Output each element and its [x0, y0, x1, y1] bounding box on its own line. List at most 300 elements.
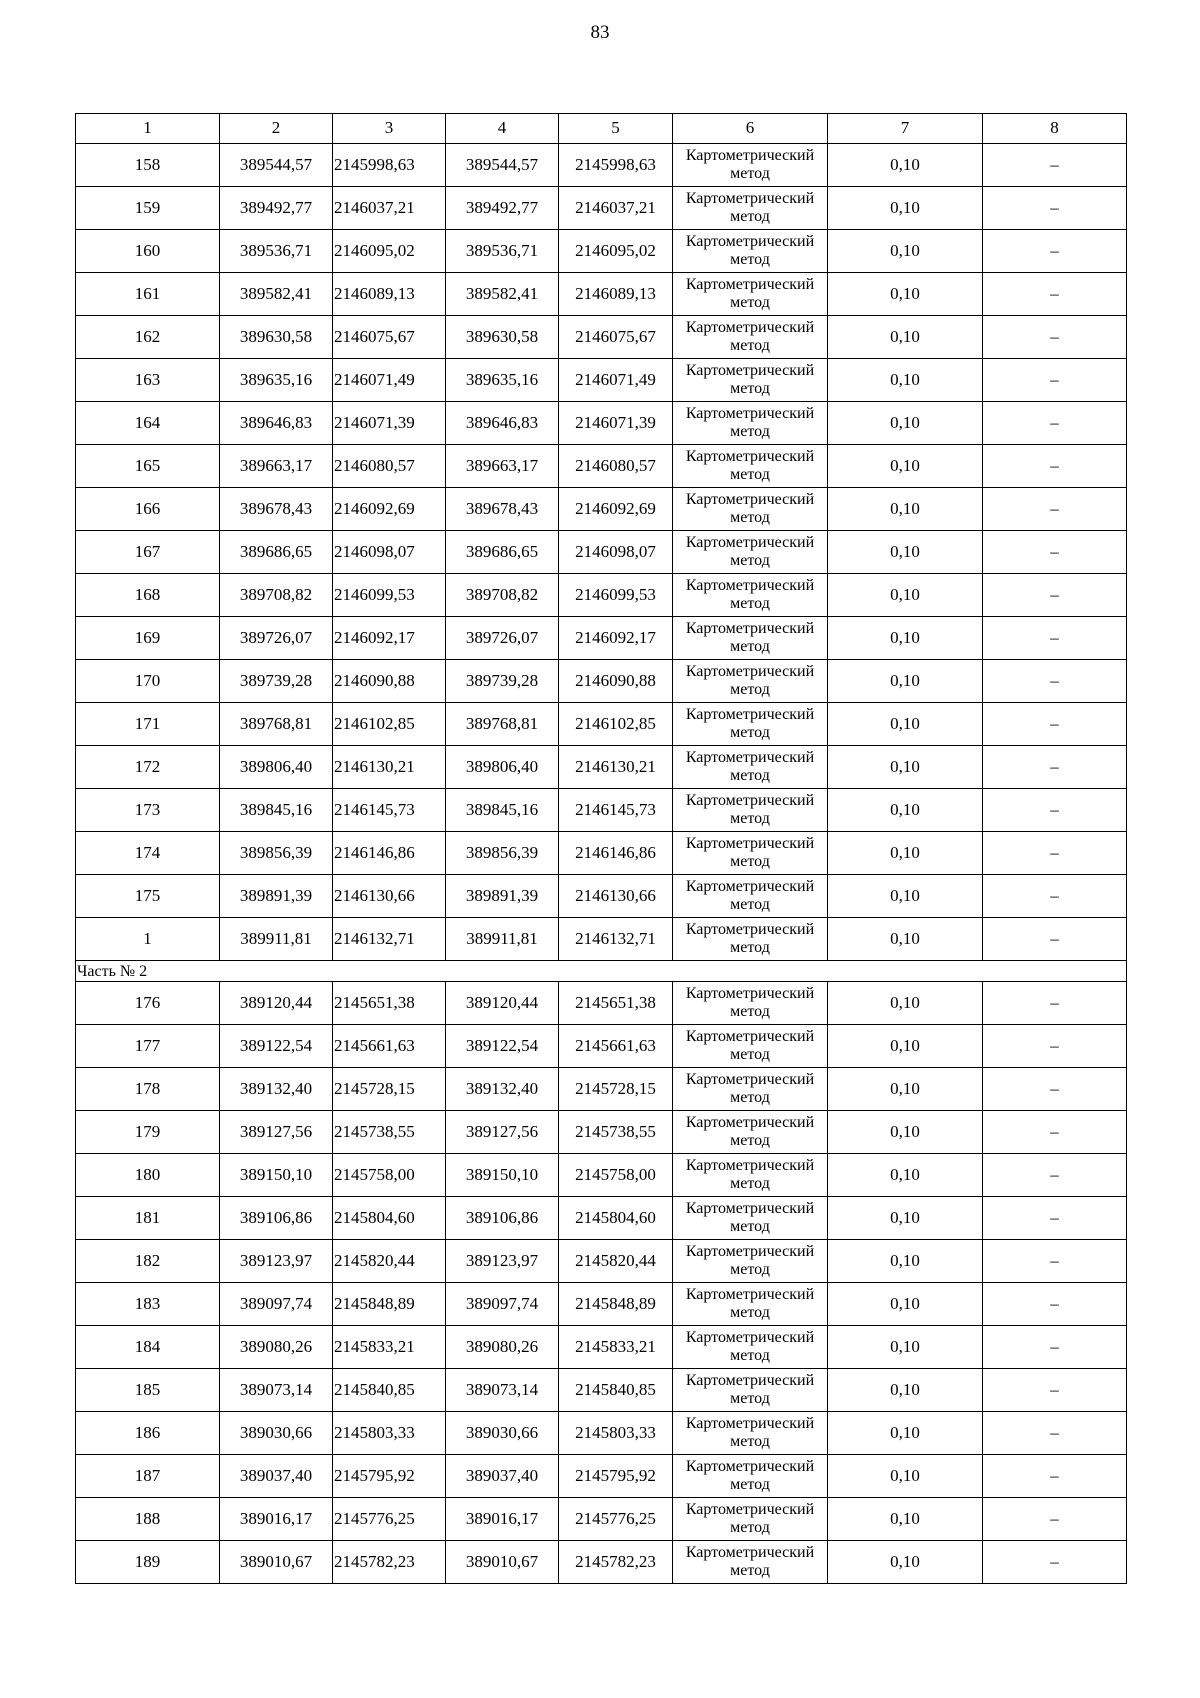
- x-coordinate-cell: 389686,65: [220, 531, 333, 574]
- method-line-2: метод: [730, 552, 770, 569]
- point-number-cell: 177: [76, 1025, 220, 1068]
- table-row: [76, 187, 1127, 230]
- y-coordinate-cell: 2146071,49: [559, 359, 673, 402]
- x-coordinate-cell: 389080,26: [446, 1326, 559, 1369]
- x-coordinate-cell: 389037,40: [220, 1455, 333, 1498]
- coordinates-table: [75, 113, 1127, 1584]
- y-coordinate-cell: 2146071,39: [333, 402, 446, 445]
- x-coordinate-cell: 389911,81: [220, 918, 333, 961]
- y-coordinate-cell: 2145758,00: [559, 1154, 673, 1197]
- precision-cell: 0,10: [828, 230, 983, 273]
- header-cell: 6: [673, 114, 828, 144]
- note-cell: –: [983, 1369, 1127, 1412]
- y-coordinate-cell: 2146089,13: [559, 273, 673, 316]
- method-line-2: метод: [730, 1347, 770, 1364]
- x-coordinate-cell: 389010,67: [446, 1541, 559, 1584]
- y-coordinate-cell: 2146092,69: [333, 488, 446, 531]
- method-line-2: метод: [730, 1089, 770, 1106]
- method-cell: [673, 230, 828, 273]
- x-coordinate-cell: 389536,71: [220, 230, 333, 273]
- method-line-1: Картометрический: [685, 1500, 815, 1518]
- precision-cell: 0,10: [828, 574, 983, 617]
- y-coordinate-cell: 2145840,85: [333, 1369, 446, 1412]
- y-coordinate-cell: 2146146,86: [559, 832, 673, 875]
- method-cell: [673, 1240, 828, 1283]
- y-coordinate-cell: 2145840,85: [559, 1369, 673, 1412]
- precision-cell: 0,10: [828, 1369, 983, 1412]
- method-line-1: Картометрический: [685, 232, 815, 250]
- method-cell: [673, 789, 828, 832]
- y-coordinate-cell: 2145661,63: [559, 1025, 673, 1068]
- method-line-2: метод: [730, 509, 770, 526]
- note-cell: –: [983, 832, 1127, 875]
- header-cell: 5: [559, 114, 673, 144]
- method-line-2: метод: [730, 423, 770, 440]
- precision-cell: 0,10: [828, 746, 983, 789]
- y-coordinate-cell: 2146037,21: [559, 187, 673, 230]
- precision-cell: 0,10: [828, 359, 983, 402]
- method-line-1: Картометрический: [685, 834, 815, 852]
- note-cell: –: [983, 617, 1127, 660]
- y-coordinate-cell: 2146037,21: [333, 187, 446, 230]
- x-coordinate-cell: 389132,40: [446, 1068, 559, 1111]
- y-coordinate-cell: 2146071,49: [333, 359, 446, 402]
- method-line-1: Картометрический: [685, 146, 815, 164]
- note-cell: –: [983, 982, 1127, 1025]
- method-cell: [673, 832, 828, 875]
- precision-cell: 0,10: [828, 402, 983, 445]
- method-line-2: метод: [730, 939, 770, 956]
- table-row: [76, 1498, 1127, 1541]
- y-coordinate-cell: 2146095,02: [559, 230, 673, 273]
- x-coordinate-cell: 389132,40: [220, 1068, 333, 1111]
- x-coordinate-cell: 389492,77: [446, 187, 559, 230]
- method-cell: [673, 402, 828, 445]
- table-row: [76, 1326, 1127, 1369]
- method-line-1: Картометрический: [685, 1414, 815, 1432]
- precision-cell: 0,10: [828, 1111, 983, 1154]
- method-line-1: Картометрический: [685, 877, 815, 895]
- table-row: [76, 1068, 1127, 1111]
- point-number-cell: 181: [76, 1197, 220, 1240]
- x-coordinate-cell: 389635,16: [220, 359, 333, 402]
- point-number-cell: 168: [76, 574, 220, 617]
- method-line-2: метод: [730, 1519, 770, 1536]
- part-label-row: [76, 961, 1127, 982]
- table-row: [76, 1197, 1127, 1240]
- method-cell: [673, 445, 828, 488]
- y-coordinate-cell: 2145728,15: [559, 1068, 673, 1111]
- method-line-1: Картометрический: [685, 619, 815, 637]
- method-line-2: метод: [730, 638, 770, 655]
- x-coordinate-cell: 389106,86: [220, 1197, 333, 1240]
- x-coordinate-cell: 389646,83: [220, 402, 333, 445]
- table-row: [76, 1111, 1127, 1154]
- x-coordinate-cell: 389106,86: [446, 1197, 559, 1240]
- method-line-2: метод: [730, 681, 770, 698]
- x-coordinate-cell: 389891,39: [220, 875, 333, 918]
- precision-cell: 0,10: [828, 918, 983, 961]
- point-number-cell: 164: [76, 402, 220, 445]
- method-cell: [673, 144, 828, 187]
- x-coordinate-cell: 389150,10: [220, 1154, 333, 1197]
- method-line-1: Картометрический: [685, 1371, 815, 1389]
- x-coordinate-cell: 389037,40: [446, 1455, 559, 1498]
- x-coordinate-cell: 389806,40: [220, 746, 333, 789]
- table-row: [76, 445, 1127, 488]
- x-coordinate-cell: 389097,74: [220, 1283, 333, 1326]
- y-coordinate-cell: 2145795,92: [559, 1455, 673, 1498]
- point-number-cell: 165: [76, 445, 220, 488]
- method-line-1: Картометрический: [685, 1543, 815, 1561]
- x-coordinate-cell: 389686,65: [446, 531, 559, 574]
- table-row: [76, 488, 1127, 531]
- table-body: [76, 144, 1127, 1584]
- x-coordinate-cell: 389678,43: [220, 488, 333, 531]
- y-coordinate-cell: 2146130,66: [559, 875, 673, 918]
- table-row: [76, 832, 1127, 875]
- y-coordinate-cell: 2146092,17: [333, 617, 446, 660]
- note-cell: –: [983, 1197, 1127, 1240]
- precision-cell: 0,10: [828, 1068, 983, 1111]
- method-line-2: метод: [730, 208, 770, 225]
- method-line-1: Картометрический: [685, 576, 815, 594]
- method-line-1: Картометрический: [685, 1027, 815, 1045]
- x-coordinate-cell: 389010,67: [220, 1541, 333, 1584]
- point-number-cell: 167: [76, 531, 220, 574]
- table-row: [76, 1025, 1127, 1068]
- x-coordinate-cell: 389845,16: [446, 789, 559, 832]
- point-number-cell: 173: [76, 789, 220, 832]
- header-cell: 7: [828, 114, 983, 144]
- method-line-1: Картометрический: [685, 1070, 815, 1088]
- x-coordinate-cell: 389073,14: [220, 1369, 333, 1412]
- point-number-cell: 179: [76, 1111, 220, 1154]
- method-cell: [673, 918, 828, 961]
- point-number-cell: 180: [76, 1154, 220, 1197]
- y-coordinate-cell: 2145804,60: [559, 1197, 673, 1240]
- y-coordinate-cell: 2146102,85: [333, 703, 446, 746]
- method-line-2: метод: [730, 1562, 770, 1579]
- x-coordinate-cell: 389120,44: [446, 982, 559, 1025]
- method-line-2: метод: [730, 251, 770, 268]
- method-cell: [673, 703, 828, 746]
- method-cell: [673, 1068, 828, 1111]
- y-coordinate-cell: 2146080,57: [333, 445, 446, 488]
- table-row: [76, 1240, 1127, 1283]
- y-coordinate-cell: 2145795,92: [333, 1455, 446, 1498]
- method-line-1: Картометрический: [685, 920, 815, 938]
- y-coordinate-cell: 2145803,33: [333, 1412, 446, 1455]
- method-cell: [673, 187, 828, 230]
- y-coordinate-cell: 2146075,67: [333, 316, 446, 359]
- x-coordinate-cell: 389856,39: [220, 832, 333, 875]
- x-coordinate-cell: 389127,56: [220, 1111, 333, 1154]
- table-row: [76, 1455, 1127, 1498]
- x-coordinate-cell: 389120,44: [220, 982, 333, 1025]
- x-coordinate-cell: 389492,77: [220, 187, 333, 230]
- y-coordinate-cell: 2145776,25: [559, 1498, 673, 1541]
- point-number-cell: 183: [76, 1283, 220, 1326]
- note-cell: –: [983, 316, 1127, 359]
- header-cell: 8: [983, 114, 1127, 144]
- point-number-cell: 185: [76, 1369, 220, 1412]
- point-number-cell: 176: [76, 982, 220, 1025]
- precision-cell: 0,10: [828, 1412, 983, 1455]
- x-coordinate-cell: 389708,82: [446, 574, 559, 617]
- method-line-2: метод: [730, 767, 770, 784]
- method-line-1: Картометрический: [685, 662, 815, 680]
- note-cell: –: [983, 1240, 1127, 1283]
- x-coordinate-cell: 389911,81: [446, 918, 559, 961]
- x-coordinate-cell: 389768,81: [220, 703, 333, 746]
- note-cell: –: [983, 1326, 1127, 1369]
- y-coordinate-cell: 2146089,13: [333, 273, 446, 316]
- note-cell: –: [983, 875, 1127, 918]
- header-cell: 2: [220, 114, 333, 144]
- y-coordinate-cell: 2145782,23: [559, 1541, 673, 1584]
- point-number-cell: 186: [76, 1412, 220, 1455]
- point-number-cell: 184: [76, 1326, 220, 1369]
- header-cell: 1: [76, 114, 220, 144]
- point-number-cell: 158: [76, 144, 220, 187]
- method-line-1: Картометрический: [685, 984, 815, 1002]
- method-line-2: метод: [730, 1132, 770, 1149]
- x-coordinate-cell: 389582,41: [446, 273, 559, 316]
- x-coordinate-cell: 389544,57: [220, 144, 333, 187]
- method-line-2: метод: [730, 724, 770, 741]
- point-number-cell: 163: [76, 359, 220, 402]
- method-line-1: Картометрический: [685, 404, 815, 422]
- table-row: [76, 1283, 1127, 1326]
- note-cell: –: [983, 1455, 1127, 1498]
- y-coordinate-cell: 2145803,33: [559, 1412, 673, 1455]
- method-line-1: Картометрический: [685, 318, 815, 336]
- note-cell: –: [983, 918, 1127, 961]
- precision-cell: 0,10: [828, 445, 983, 488]
- method-cell: [673, 1369, 828, 1412]
- y-coordinate-cell: 2145833,21: [333, 1326, 446, 1369]
- y-coordinate-cell: 2145728,15: [333, 1068, 446, 1111]
- method-line-2: метод: [730, 1304, 770, 1321]
- y-coordinate-cell: 2145738,55: [559, 1111, 673, 1154]
- y-coordinate-cell: 2146130,21: [559, 746, 673, 789]
- point-number-cell: 187: [76, 1455, 220, 1498]
- method-cell: [673, 660, 828, 703]
- header-row: [76, 114, 1127, 144]
- method-cell: [673, 1197, 828, 1240]
- table-row: [76, 402, 1127, 445]
- method-line-2: метод: [730, 595, 770, 612]
- note-cell: –: [983, 1154, 1127, 1197]
- method-line-1: Картометрический: [685, 1156, 815, 1174]
- method-cell: [673, 1111, 828, 1154]
- note-cell: –: [983, 1283, 1127, 1326]
- table-header: [76, 114, 1127, 144]
- y-coordinate-cell: 2146090,88: [333, 660, 446, 703]
- method-line-2: метод: [730, 466, 770, 483]
- precision-cell: 0,10: [828, 1197, 983, 1240]
- note-cell: –: [983, 445, 1127, 488]
- point-number-cell: 159: [76, 187, 220, 230]
- method-line-2: метод: [730, 380, 770, 397]
- method-line-1: Картометрический: [685, 791, 815, 809]
- y-coordinate-cell: 2145651,38: [333, 982, 446, 1025]
- method-line-2: метод: [730, 1046, 770, 1063]
- x-coordinate-cell: 389726,07: [220, 617, 333, 660]
- method-line-1: Картометрический: [685, 1285, 815, 1303]
- note-cell: –: [983, 746, 1127, 789]
- x-coordinate-cell: 389123,97: [220, 1240, 333, 1283]
- y-coordinate-cell: 2146075,67: [559, 316, 673, 359]
- x-coordinate-cell: 389635,16: [446, 359, 559, 402]
- header-cell: 3: [333, 114, 446, 144]
- y-coordinate-cell: 2146132,71: [559, 918, 673, 961]
- table-row: [76, 273, 1127, 316]
- x-coordinate-cell: 389016,17: [220, 1498, 333, 1541]
- precision-cell: 0,10: [828, 1154, 983, 1197]
- y-coordinate-cell: 2146102,85: [559, 703, 673, 746]
- precision-cell: 0,10: [828, 187, 983, 230]
- x-coordinate-cell: 389768,81: [446, 703, 559, 746]
- precision-cell: 0,10: [828, 660, 983, 703]
- method-line-2: метод: [730, 294, 770, 311]
- method-line-2: метод: [730, 1261, 770, 1278]
- method-cell: [673, 1455, 828, 1498]
- y-coordinate-cell: 2146092,17: [559, 617, 673, 660]
- table-row: [76, 617, 1127, 660]
- method-cell: [673, 1283, 828, 1326]
- note-cell: –: [983, 144, 1127, 187]
- method-line-1: Картометрический: [685, 490, 815, 508]
- x-coordinate-cell: 389127,56: [446, 1111, 559, 1154]
- table-row: [76, 918, 1127, 961]
- x-coordinate-cell: 389544,57: [446, 144, 559, 187]
- y-coordinate-cell: 2146130,21: [333, 746, 446, 789]
- note-cell: –: [983, 789, 1127, 832]
- y-coordinate-cell: 2146098,07: [559, 531, 673, 574]
- x-coordinate-cell: 389726,07: [446, 617, 559, 660]
- point-number-cell: 171: [76, 703, 220, 746]
- x-coordinate-cell: 389739,28: [446, 660, 559, 703]
- precision-cell: 0,10: [828, 875, 983, 918]
- y-coordinate-cell: 2146095,02: [333, 230, 446, 273]
- x-coordinate-cell: 389856,39: [446, 832, 559, 875]
- method-line-1: Картометрический: [685, 1328, 815, 1346]
- x-coordinate-cell: 389080,26: [220, 1326, 333, 1369]
- x-coordinate-cell: 389806,40: [446, 746, 559, 789]
- table-row: [76, 1369, 1127, 1412]
- y-coordinate-cell: 2146099,53: [333, 574, 446, 617]
- x-coordinate-cell: 389678,43: [446, 488, 559, 531]
- point-number-cell: 1: [76, 918, 220, 961]
- method-line-1: Картометрический: [685, 275, 815, 293]
- precision-cell: 0,10: [828, 1240, 983, 1283]
- y-coordinate-cell: 2145758,00: [333, 1154, 446, 1197]
- method-line-1: Картометрический: [685, 361, 815, 379]
- method-cell: [673, 1412, 828, 1455]
- table-row: [76, 574, 1127, 617]
- method-cell: [673, 617, 828, 660]
- x-coordinate-cell: 389582,41: [220, 273, 333, 316]
- x-coordinate-cell: 389646,83: [446, 402, 559, 445]
- x-coordinate-cell: 389122,54: [220, 1025, 333, 1068]
- x-coordinate-cell: 389030,66: [220, 1412, 333, 1455]
- point-number-cell: 160: [76, 230, 220, 273]
- method-cell: [673, 746, 828, 789]
- method-line-2: метод: [730, 165, 770, 182]
- note-cell: –: [983, 574, 1127, 617]
- method-line-1: Картометрический: [685, 1242, 815, 1260]
- x-coordinate-cell: 389536,71: [446, 230, 559, 273]
- method-line-2: метод: [730, 896, 770, 913]
- method-line-2: метод: [730, 1003, 770, 1020]
- x-coordinate-cell: 389073,14: [446, 1369, 559, 1412]
- method-line-2: метод: [730, 810, 770, 827]
- x-coordinate-cell: 389739,28: [220, 660, 333, 703]
- header-cell: 4: [446, 114, 559, 144]
- y-coordinate-cell: 2145661,63: [333, 1025, 446, 1068]
- point-number-cell: 162: [76, 316, 220, 359]
- y-coordinate-cell: 2146080,57: [559, 445, 673, 488]
- y-coordinate-cell: 2145738,55: [333, 1111, 446, 1154]
- note-cell: –: [983, 1412, 1127, 1455]
- method-line-2: метод: [730, 337, 770, 354]
- method-line-2: метод: [730, 1476, 770, 1493]
- table-row: [76, 875, 1127, 918]
- note-cell: –: [983, 402, 1127, 445]
- table-row: [76, 703, 1127, 746]
- method-cell: [673, 531, 828, 574]
- table-row: [76, 316, 1127, 359]
- precision-cell: 0,10: [828, 789, 983, 832]
- note-cell: –: [983, 1025, 1127, 1068]
- method-cell: [673, 1154, 828, 1197]
- precision-cell: 0,10: [828, 531, 983, 574]
- note-cell: –: [983, 660, 1127, 703]
- y-coordinate-cell: 2146071,39: [559, 402, 673, 445]
- y-coordinate-cell: 2146090,88: [559, 660, 673, 703]
- x-coordinate-cell: 389123,97: [446, 1240, 559, 1283]
- method-cell: [673, 875, 828, 918]
- point-number-cell: 172: [76, 746, 220, 789]
- y-coordinate-cell: 2146132,71: [333, 918, 446, 961]
- note-cell: –: [983, 1068, 1127, 1111]
- note-cell: –: [983, 488, 1127, 531]
- note-cell: –: [983, 531, 1127, 574]
- x-coordinate-cell: 389891,39: [446, 875, 559, 918]
- point-number-cell: 174: [76, 832, 220, 875]
- note-cell: –: [983, 359, 1127, 402]
- point-number-cell: 169: [76, 617, 220, 660]
- table-row: [76, 144, 1127, 187]
- precision-cell: 0,10: [828, 1025, 983, 1068]
- table-row: [76, 982, 1127, 1025]
- note-cell: –: [983, 187, 1127, 230]
- x-coordinate-cell: 389150,10: [446, 1154, 559, 1197]
- method-line-2: метод: [730, 1433, 770, 1450]
- y-coordinate-cell: 2146145,73: [333, 789, 446, 832]
- point-number-cell: 189: [76, 1541, 220, 1584]
- method-line-2: метод: [730, 1218, 770, 1235]
- point-number-cell: 161: [76, 273, 220, 316]
- x-coordinate-cell: 389663,17: [446, 445, 559, 488]
- method-line-1: Картометрический: [685, 705, 815, 723]
- y-coordinate-cell: 2146092,69: [559, 488, 673, 531]
- method-cell: [673, 982, 828, 1025]
- method-line-1: Картометрический: [685, 748, 815, 766]
- method-line-1: Картометрический: [685, 1199, 815, 1217]
